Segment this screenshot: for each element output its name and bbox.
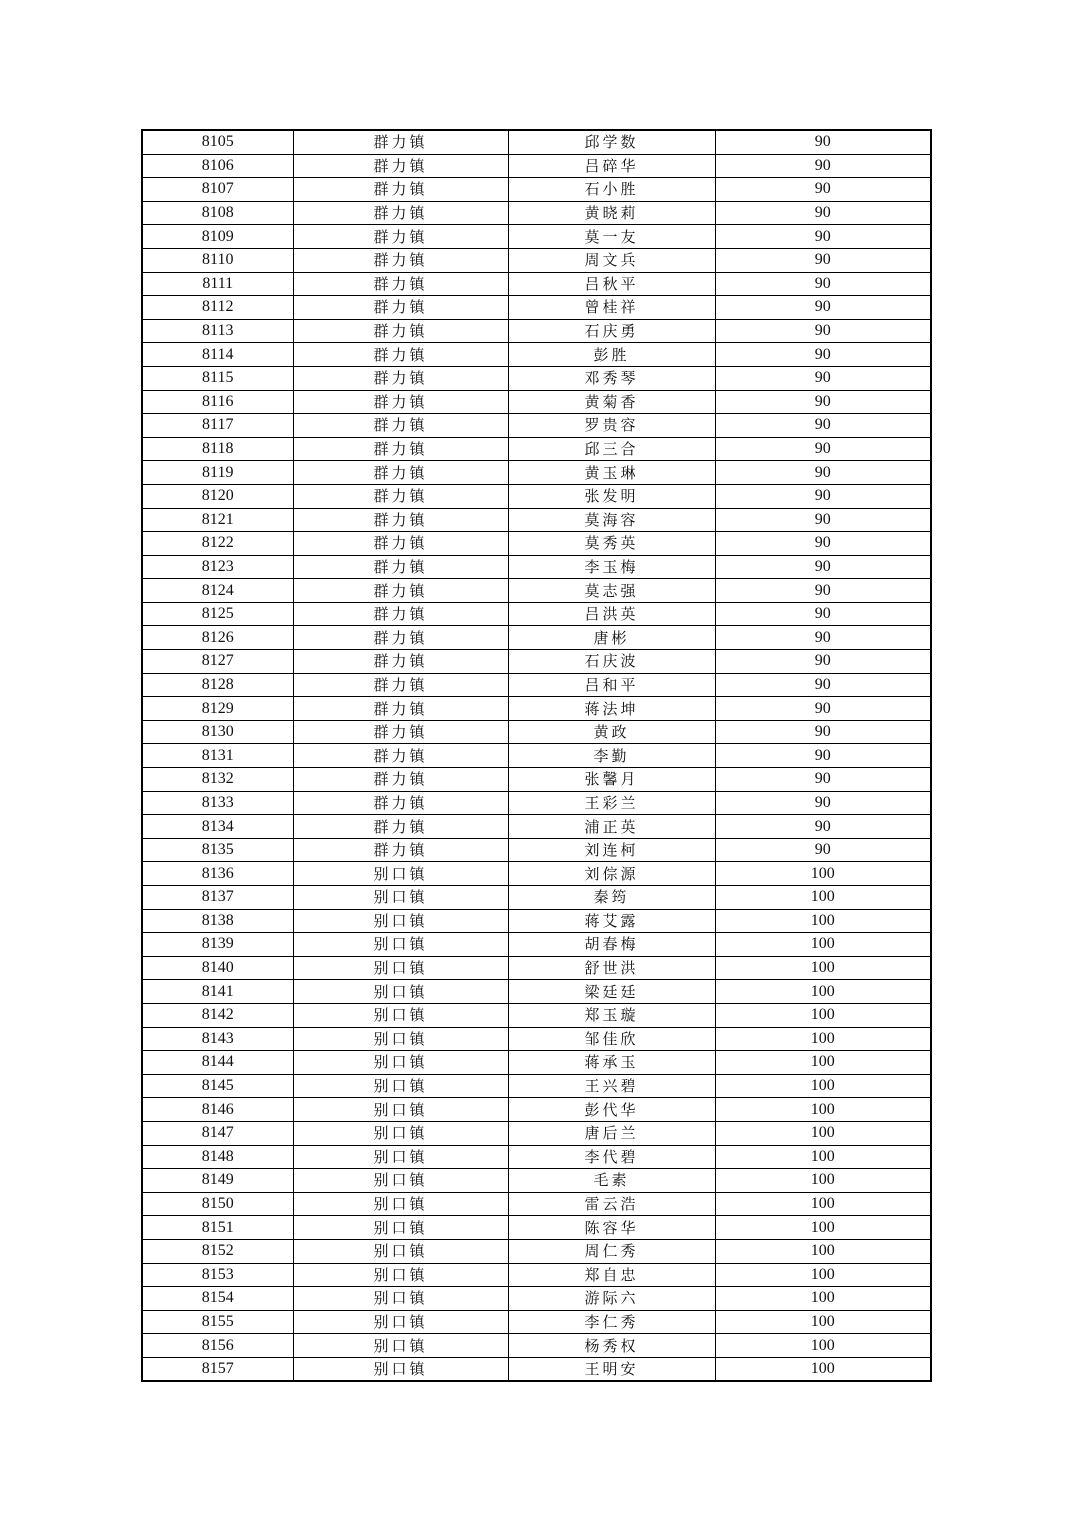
- serial-number-cell: 8129: [142, 697, 293, 721]
- amount-cell: 90: [715, 555, 931, 579]
- name-cell: 李代碧: [508, 1145, 715, 1169]
- serial-number-cell: 8148: [142, 1145, 293, 1169]
- table-row: [142, 1287, 931, 1311]
- name-cell: 毛素: [508, 1169, 715, 1193]
- table-row: [142, 1239, 931, 1263]
- serial-number-cell: 8122: [142, 532, 293, 556]
- table-row: [142, 768, 931, 792]
- table-row: [142, 414, 931, 438]
- table-row: [142, 532, 931, 556]
- town-cell: 群力镇: [293, 650, 508, 674]
- serial-number-cell: 8147: [142, 1121, 293, 1145]
- name-cell: 李玉梅: [508, 555, 715, 579]
- table-row: [142, 1003, 931, 1027]
- serial-number-cell: 8121: [142, 508, 293, 532]
- serial-number-cell: 8119: [142, 461, 293, 485]
- name-cell: 莫一友: [508, 225, 715, 249]
- name-cell: 莫志强: [508, 579, 715, 603]
- town-cell: 群力镇: [293, 461, 508, 485]
- amount-cell: 100: [715, 1169, 931, 1193]
- town-cell: 群力镇: [293, 720, 508, 744]
- amount-cell: 90: [715, 437, 931, 461]
- table-row: [142, 272, 931, 296]
- town-cell: 别口镇: [293, 886, 508, 910]
- name-cell: 邱三合: [508, 437, 715, 461]
- serial-number-cell: 8125: [142, 602, 293, 626]
- table-row: [142, 862, 931, 886]
- town-cell: 别口镇: [293, 862, 508, 886]
- serial-number-cell: 8142: [142, 1003, 293, 1027]
- serial-number-cell: 8149: [142, 1169, 293, 1193]
- name-cell: 曾桂祥: [508, 296, 715, 320]
- serial-number-cell: 8110: [142, 248, 293, 272]
- serial-number-cell: 8133: [142, 791, 293, 815]
- amount-cell: 90: [715, 461, 931, 485]
- name-cell: 黄菊香: [508, 390, 715, 414]
- amount-cell: 90: [715, 791, 931, 815]
- town-cell: 群力镇: [293, 815, 508, 839]
- town-cell: 群力镇: [293, 366, 508, 390]
- name-cell: 周文兵: [508, 248, 715, 272]
- serial-number-cell: 8150: [142, 1192, 293, 1216]
- serial-number-cell: 8118: [142, 437, 293, 461]
- name-cell: 舒世洪: [508, 956, 715, 980]
- amount-cell: 100: [715, 1098, 931, 1122]
- table-row: [142, 720, 931, 744]
- name-cell: 唐彬: [508, 626, 715, 650]
- table-row: [142, 673, 931, 697]
- table-row: [142, 697, 931, 721]
- table-row: [142, 933, 931, 957]
- town-cell: 群力镇: [293, 154, 508, 178]
- name-cell: 石庆勇: [508, 319, 715, 343]
- amount-cell: 100: [715, 1192, 931, 1216]
- town-cell: 群力镇: [293, 768, 508, 792]
- amount-cell: 100: [715, 1334, 931, 1358]
- serial-number-cell: 8144: [142, 1051, 293, 1075]
- town-cell: 群力镇: [293, 484, 508, 508]
- name-cell: 唐后兰: [508, 1121, 715, 1145]
- name-cell: 郑玉璇: [508, 1003, 715, 1027]
- name-cell: 王兴碧: [508, 1074, 715, 1098]
- town-cell: 群力镇: [293, 414, 508, 438]
- amount-cell: 90: [715, 838, 931, 862]
- town-cell: 群力镇: [293, 555, 508, 579]
- amount-cell: 90: [715, 201, 931, 225]
- town-cell: 群力镇: [293, 225, 508, 249]
- amount-cell: 90: [715, 154, 931, 178]
- name-cell: 刘连柯: [508, 838, 715, 862]
- amount-cell: 100: [715, 1216, 931, 1240]
- town-cell: 别口镇: [293, 956, 508, 980]
- serial-number-cell: 8146: [142, 1098, 293, 1122]
- table-row: [142, 1074, 931, 1098]
- table-row: [142, 1145, 931, 1169]
- table-row: [142, 1310, 931, 1334]
- amount-cell: 90: [715, 296, 931, 320]
- data-table: [141, 129, 932, 1382]
- town-cell: 别口镇: [293, 1145, 508, 1169]
- serial-number-cell: 8135: [142, 838, 293, 862]
- amount-cell: 100: [715, 1310, 931, 1334]
- amount-cell: 90: [715, 744, 931, 768]
- name-cell: 浦正英: [508, 815, 715, 839]
- name-cell: 蒋法坤: [508, 697, 715, 721]
- table-row: [142, 1051, 931, 1075]
- name-cell: 彭胜: [508, 343, 715, 367]
- town-cell: 群力镇: [293, 791, 508, 815]
- name-cell: 莫秀英: [508, 532, 715, 556]
- serial-number-cell: 8128: [142, 673, 293, 697]
- serial-number-cell: 8124: [142, 579, 293, 603]
- amount-cell: 90: [715, 768, 931, 792]
- name-cell: 吕洪英: [508, 602, 715, 626]
- table-row: [142, 437, 931, 461]
- town-cell: 群力镇: [293, 532, 508, 556]
- amount-cell: 90: [715, 579, 931, 603]
- town-cell: 群力镇: [293, 626, 508, 650]
- name-cell: 郑自忠: [508, 1263, 715, 1287]
- serial-number-cell: 8138: [142, 909, 293, 933]
- serial-number-cell: 8157: [142, 1357, 293, 1381]
- name-cell: 邹佳欣: [508, 1027, 715, 1051]
- amount-cell: 90: [715, 697, 931, 721]
- amount-cell: 90: [715, 602, 931, 626]
- name-cell: 张馨月: [508, 768, 715, 792]
- name-cell: 邱学数: [508, 130, 715, 154]
- town-cell: 群力镇: [293, 248, 508, 272]
- amount-cell: 90: [715, 673, 931, 697]
- serial-number-cell: 8105: [142, 130, 293, 154]
- town-cell: 群力镇: [293, 319, 508, 343]
- table-row: [142, 248, 931, 272]
- table-row: [142, 650, 931, 674]
- town-cell: 别口镇: [293, 1003, 508, 1027]
- table-row: [142, 1357, 931, 1381]
- serial-number-cell: 8140: [142, 956, 293, 980]
- name-cell: 黄玉琳: [508, 461, 715, 485]
- name-cell: 黄晓莉: [508, 201, 715, 225]
- table-row: [142, 744, 931, 768]
- name-cell: 刘倧源: [508, 862, 715, 886]
- town-cell: 别口镇: [293, 980, 508, 1004]
- serial-number-cell: 8156: [142, 1334, 293, 1358]
- amount-cell: 100: [715, 909, 931, 933]
- amount-cell: 90: [715, 319, 931, 343]
- serial-number-cell: 8153: [142, 1263, 293, 1287]
- town-cell: 群力镇: [293, 178, 508, 202]
- serial-number-cell: 8120: [142, 484, 293, 508]
- table-row: [142, 956, 931, 980]
- amount-cell: 90: [715, 650, 931, 674]
- town-cell: 别口镇: [293, 1334, 508, 1358]
- table-row: [142, 201, 931, 225]
- name-cell: 黄政: [508, 720, 715, 744]
- serial-number-cell: 8152: [142, 1239, 293, 1263]
- table-row: [142, 461, 931, 485]
- name-cell: 陈容华: [508, 1216, 715, 1240]
- town-cell: 别口镇: [293, 909, 508, 933]
- town-cell: 群力镇: [293, 579, 508, 603]
- table-row: [142, 579, 931, 603]
- name-cell: 胡春梅: [508, 933, 715, 957]
- serial-number-cell: 8114: [142, 343, 293, 367]
- serial-number-cell: 8154: [142, 1287, 293, 1311]
- town-cell: 别口镇: [293, 1263, 508, 1287]
- table-row: [142, 296, 931, 320]
- serial-number-cell: 8111: [142, 272, 293, 296]
- name-cell: 罗贵容: [508, 414, 715, 438]
- amount-cell: 100: [715, 886, 931, 910]
- serial-number-cell: 8130: [142, 720, 293, 744]
- table-row: [142, 791, 931, 815]
- serial-number-cell: 8143: [142, 1027, 293, 1051]
- table-row: [142, 508, 931, 532]
- town-cell: 群力镇: [293, 130, 508, 154]
- amount-cell: 100: [715, 1357, 931, 1381]
- town-cell: 别口镇: [293, 1074, 508, 1098]
- name-cell: 秦筠: [508, 886, 715, 910]
- amount-cell: 100: [715, 1003, 931, 1027]
- town-cell: 别口镇: [293, 1169, 508, 1193]
- table-row: [142, 1121, 931, 1145]
- serial-number-cell: 8109: [142, 225, 293, 249]
- name-cell: 蒋承玉: [508, 1051, 715, 1075]
- serial-number-cell: 8131: [142, 744, 293, 768]
- amount-cell: 90: [715, 720, 931, 744]
- name-cell: 梁廷廷: [508, 980, 715, 1004]
- amount-cell: 100: [715, 1121, 931, 1145]
- town-cell: 别口镇: [293, 1051, 508, 1075]
- table-row: [142, 1192, 931, 1216]
- amount-cell: 90: [715, 130, 931, 154]
- table-row: [142, 484, 931, 508]
- town-cell: 别口镇: [293, 1192, 508, 1216]
- amount-cell: 100: [715, 933, 931, 957]
- serial-number-cell: 8145: [142, 1074, 293, 1098]
- name-cell: 李仁秀: [508, 1310, 715, 1334]
- name-cell: 雷云浩: [508, 1192, 715, 1216]
- serial-number-cell: 8113: [142, 319, 293, 343]
- town-cell: 群力镇: [293, 508, 508, 532]
- table-row: [142, 602, 931, 626]
- table-row: [142, 555, 931, 579]
- town-cell: 群力镇: [293, 390, 508, 414]
- amount-cell: 90: [715, 414, 931, 438]
- town-cell: 别口镇: [293, 933, 508, 957]
- serial-number-cell: 8106: [142, 154, 293, 178]
- table-row: [142, 154, 931, 178]
- serial-number-cell: 8112: [142, 296, 293, 320]
- amount-cell: 100: [715, 1074, 931, 1098]
- amount-cell: 100: [715, 1051, 931, 1075]
- table-row: [142, 1216, 931, 1240]
- town-cell: 群力镇: [293, 296, 508, 320]
- name-cell: 周仁秀: [508, 1239, 715, 1263]
- name-cell: 杨秀权: [508, 1334, 715, 1358]
- amount-cell: 90: [715, 508, 931, 532]
- amount-cell: 90: [715, 225, 931, 249]
- serial-number-cell: 8107: [142, 178, 293, 202]
- name-cell: 蒋艾露: [508, 909, 715, 933]
- amount-cell: 90: [715, 366, 931, 390]
- serial-number-cell: 8139: [142, 933, 293, 957]
- amount-cell: 90: [715, 343, 931, 367]
- amount-cell: 90: [715, 484, 931, 508]
- serial-number-cell: 8123: [142, 555, 293, 579]
- serial-number-cell: 8108: [142, 201, 293, 225]
- name-cell: 彭代华: [508, 1098, 715, 1122]
- amount-cell: 100: [715, 1145, 931, 1169]
- serial-number-cell: 8117: [142, 414, 293, 438]
- town-cell: 别口镇: [293, 1121, 508, 1145]
- serial-number-cell: 8116: [142, 390, 293, 414]
- town-cell: 群力镇: [293, 602, 508, 626]
- name-cell: 吕秋平: [508, 272, 715, 296]
- table-row: [142, 390, 931, 414]
- name-cell: 李勤: [508, 744, 715, 768]
- table-row: [142, 909, 931, 933]
- town-cell: 群力镇: [293, 272, 508, 296]
- amount-cell: 90: [715, 272, 931, 296]
- town-cell: 别口镇: [293, 1357, 508, 1381]
- table-row: [142, 225, 931, 249]
- amount-cell: 90: [715, 390, 931, 414]
- table-row: [142, 980, 931, 1004]
- table-row: [142, 366, 931, 390]
- amount-cell: 100: [715, 1027, 931, 1051]
- name-cell: 吕和平: [508, 673, 715, 697]
- serial-number-cell: 8132: [142, 768, 293, 792]
- table-row: [142, 1263, 931, 1287]
- name-cell: 莫海容: [508, 508, 715, 532]
- amount-cell: 90: [715, 815, 931, 839]
- town-cell: 别口镇: [293, 1287, 508, 1311]
- table-row: [142, 626, 931, 650]
- amount-cell: 100: [715, 862, 931, 886]
- town-cell: 别口镇: [293, 1216, 508, 1240]
- table-row: [142, 1027, 931, 1051]
- serial-number-cell: 8141: [142, 980, 293, 1004]
- amount-cell: 100: [715, 1263, 931, 1287]
- table-row: [142, 130, 931, 154]
- town-cell: 群力镇: [293, 673, 508, 697]
- table-body: [142, 130, 931, 1381]
- name-cell: 邓秀琴: [508, 366, 715, 390]
- amount-cell: 90: [715, 626, 931, 650]
- table-row: [142, 319, 931, 343]
- amount-cell: 90: [715, 532, 931, 556]
- town-cell: 群力镇: [293, 697, 508, 721]
- name-cell: 王彩兰: [508, 791, 715, 815]
- serial-number-cell: 8126: [142, 626, 293, 650]
- town-cell: 别口镇: [293, 1239, 508, 1263]
- name-cell: 游际六: [508, 1287, 715, 1311]
- town-cell: 群力镇: [293, 744, 508, 768]
- serial-number-cell: 8134: [142, 815, 293, 839]
- amount-cell: 90: [715, 178, 931, 202]
- serial-number-cell: 8127: [142, 650, 293, 674]
- name-cell: 张发明: [508, 484, 715, 508]
- town-cell: 群力镇: [293, 437, 508, 461]
- name-cell: 吕碎华: [508, 154, 715, 178]
- town-cell: 群力镇: [293, 343, 508, 367]
- serial-number-cell: 8137: [142, 886, 293, 910]
- amount-cell: 100: [715, 1239, 931, 1263]
- amount-cell: 100: [715, 980, 931, 1004]
- town-cell: 群力镇: [293, 838, 508, 862]
- amount-cell: 100: [715, 956, 931, 980]
- table-row: [142, 815, 931, 839]
- amount-cell: 100: [715, 1287, 931, 1311]
- name-cell: 王明安: [508, 1357, 715, 1381]
- town-cell: 群力镇: [293, 201, 508, 225]
- table-row: [142, 1098, 931, 1122]
- name-cell: 石小胜: [508, 178, 715, 202]
- table-row: [142, 178, 931, 202]
- serial-number-cell: 8155: [142, 1310, 293, 1334]
- table-row: [142, 1169, 931, 1193]
- town-cell: 别口镇: [293, 1098, 508, 1122]
- table-row: [142, 1334, 931, 1358]
- serial-number-cell: 8151: [142, 1216, 293, 1240]
- town-cell: 别口镇: [293, 1310, 508, 1334]
- table-row: [142, 886, 931, 910]
- name-cell: 石庆波: [508, 650, 715, 674]
- table-row: [142, 343, 931, 367]
- amount-cell: 90: [715, 248, 931, 272]
- serial-number-cell: 8115: [142, 366, 293, 390]
- serial-number-cell: 8136: [142, 862, 293, 886]
- town-cell: 别口镇: [293, 1027, 508, 1051]
- table-row: [142, 838, 931, 862]
